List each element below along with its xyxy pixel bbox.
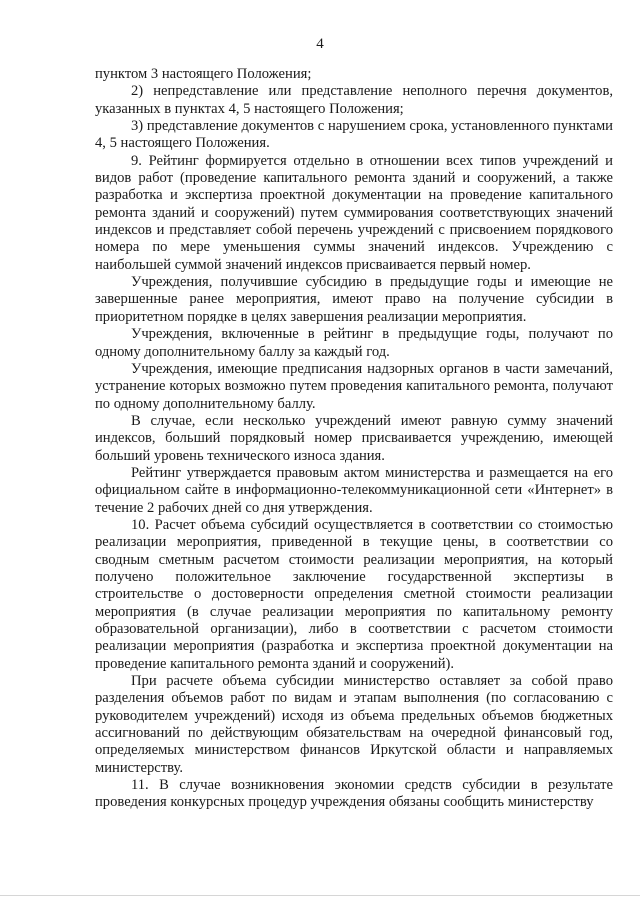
paragraph-clause-9: 9. Рейтинг формируется отдельно в отношении всех типов учреждений и видов работ (проведение капитального ремонта зданий и сооружений, а также разработка и экспертиза проектной документации на проведение капитального ремонта зданий и сооружений) путем суммирования соответствующих значений индексов и представляет собой перечень учреждений с присвоением порядкового номера по мере уменьшения суммы значений индексов. Учреждению с наибольшей суммой значений индексов присваивается первый номер. [95,152,613,273]
paragraph-item-2: 2) непредставление или представление неполного перечня документов, указанных в пунктах 4, 5 настоящего Положения; [95,83,613,117]
paragraph-extra-points-years: Учреждения, включенные в рейтинг в предыдущие годы, получают по одному дополнительному баллу за каждый год. [95,326,613,360]
page-number: 4 [316,36,324,52]
scan-edge-line [0,895,640,896]
paragraph-subsidy-calculation: При расчете объема субсидии министерство оставляет за собой право разделения объемов работ по видам и этапам выполнения (по согласованию с руководителем учреждений) исходя из объема предельных объемов бюджетных ассигнований по действующим обязательствам на очередной финансовый год, определяемых министерством финансов Иркутской области и направляемых министерству. [95,673,613,776]
paragraph-clause-10: 10. Расчет объема субсидий осуществляется в соответствии со стоимостью реализации мероприятия, приведенной в текущие цены, в соответствии со сводным сметным расчетом стоимости реализации мероприятия, на который получено положительное заключение государственной экспертизы в строительстве о достоверности определения сметной стоимости реализации мероприятия (в случае реализации мероприятия по капитальному ремонту образовательной организации), либо в соответствии с расчетом стоимости реализации мероприятия (разработка и экспертиза проектной документации на проведение капитального ремонта зданий и сооружений). [95,516,613,672]
paragraph-clause-11: 11. В случае возникновения экономии средств субсидии в результате проведения конкурсных процедур учреждения обязаны сообщить министерству [95,777,613,811]
paragraph-continuation: пунктом 3 настоящего Положения; [95,66,312,82]
paragraph-item-3: 3) представление документов с нарушением срока, установленного пунктами 4, 5 настоящего Положения. [95,118,613,152]
paragraph-equal-indexes: В случае, если несколько учреждений имеют равную сумму значений индексов, больший порядковый номер присваивается учреждению, имеющей больший уровень технического износа здания. [95,412,613,464]
paragraph-priority-subsidy: Учреждения, получившие субсидию в предыдущие годы и имеющие не завершенные ранее мероприятия, имеют право на получение субсидии в приоритетном порядке в целях завершения реализации мероприятия. [95,274,613,325]
paragraph-extra-points-orders: Учреждения, имеющие предписания надзорных органов в части замечаний, устранение которых возможно путем проведения капитального ремонта, получают по одному дополнительному баллу. [95,360,613,412]
document-body [95,66,613,812]
paragraph-rating-approval: Рейтинг утверждается правовым актом министерства и размещается на его официальном сайте в информационно-телекоммуникационной сети «Интернет» в течение 2 рабочих дней со дня утверждения. [95,464,613,516]
